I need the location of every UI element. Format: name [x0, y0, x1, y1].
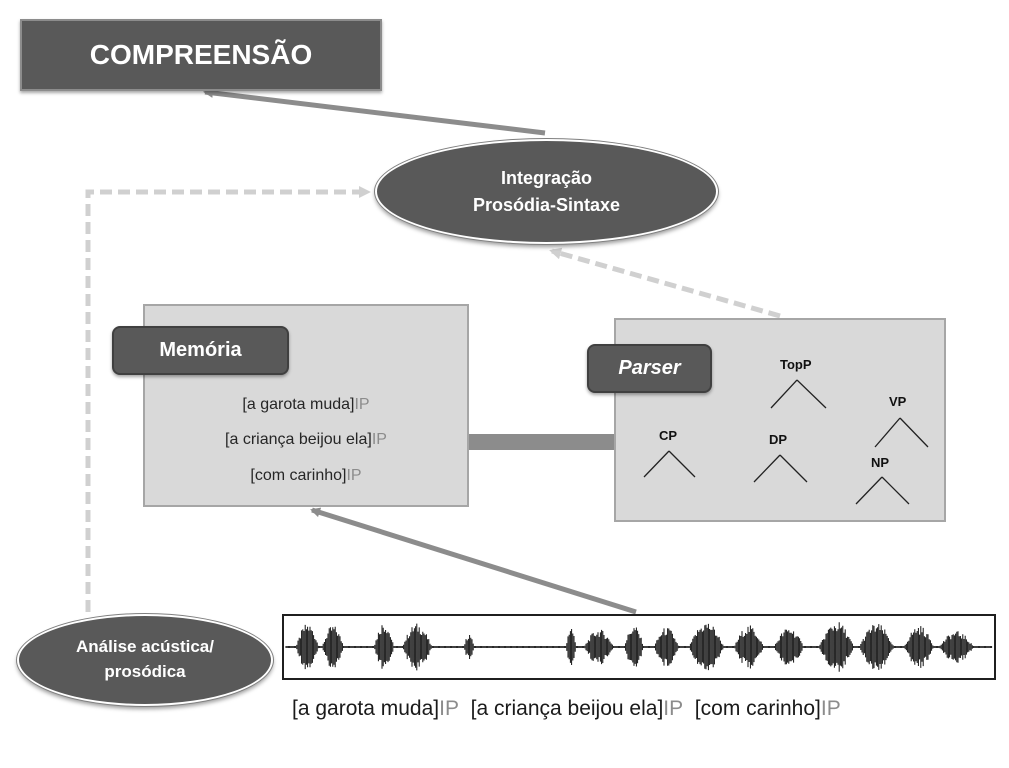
tree-branches-cp	[644, 451, 695, 477]
analysis-line-1: Análise acústica/	[76, 637, 214, 657]
integration-line-1: Integração	[500, 168, 592, 189]
tree-branches-np	[856, 477, 909, 504]
parser-label: Parser	[587, 344, 712, 393]
tree-branches-dp	[754, 455, 807, 482]
comprehension-title: COMPREENSÃO	[20, 19, 382, 91]
node-np: NP	[871, 455, 890, 470]
node-cp: CP	[659, 428, 678, 443]
tree-branches-topp	[771, 380, 826, 408]
memory-phrase-2: [a criança beijou ela]IP	[225, 431, 387, 448]
speech-waveform	[282, 614, 996, 680]
waveform-icon	[284, 616, 994, 678]
analysis-line-2: prosódica	[104, 662, 186, 681]
acoustic-analysis-node	[17, 614, 273, 706]
waveform-trace	[286, 622, 992, 671]
node-topp: TopP	[780, 357, 812, 372]
memory-label: Memória	[112, 326, 289, 375]
integration-line-2: Prosódia-Sintaxe	[472, 194, 621, 215]
memory-phrase-3: [com carinho]IP	[250, 467, 362, 484]
node-dp: DP	[769, 432, 788, 447]
tree-branches-vp	[875, 418, 928, 447]
memory-phrase-1: [a garota muda]IP	[242, 396, 370, 413]
utterance-transcription: [a garota muda]IP [a criança beijou ela]IP [com carinho]IP	[292, 697, 841, 720]
node-vp: VP	[889, 394, 907, 409]
